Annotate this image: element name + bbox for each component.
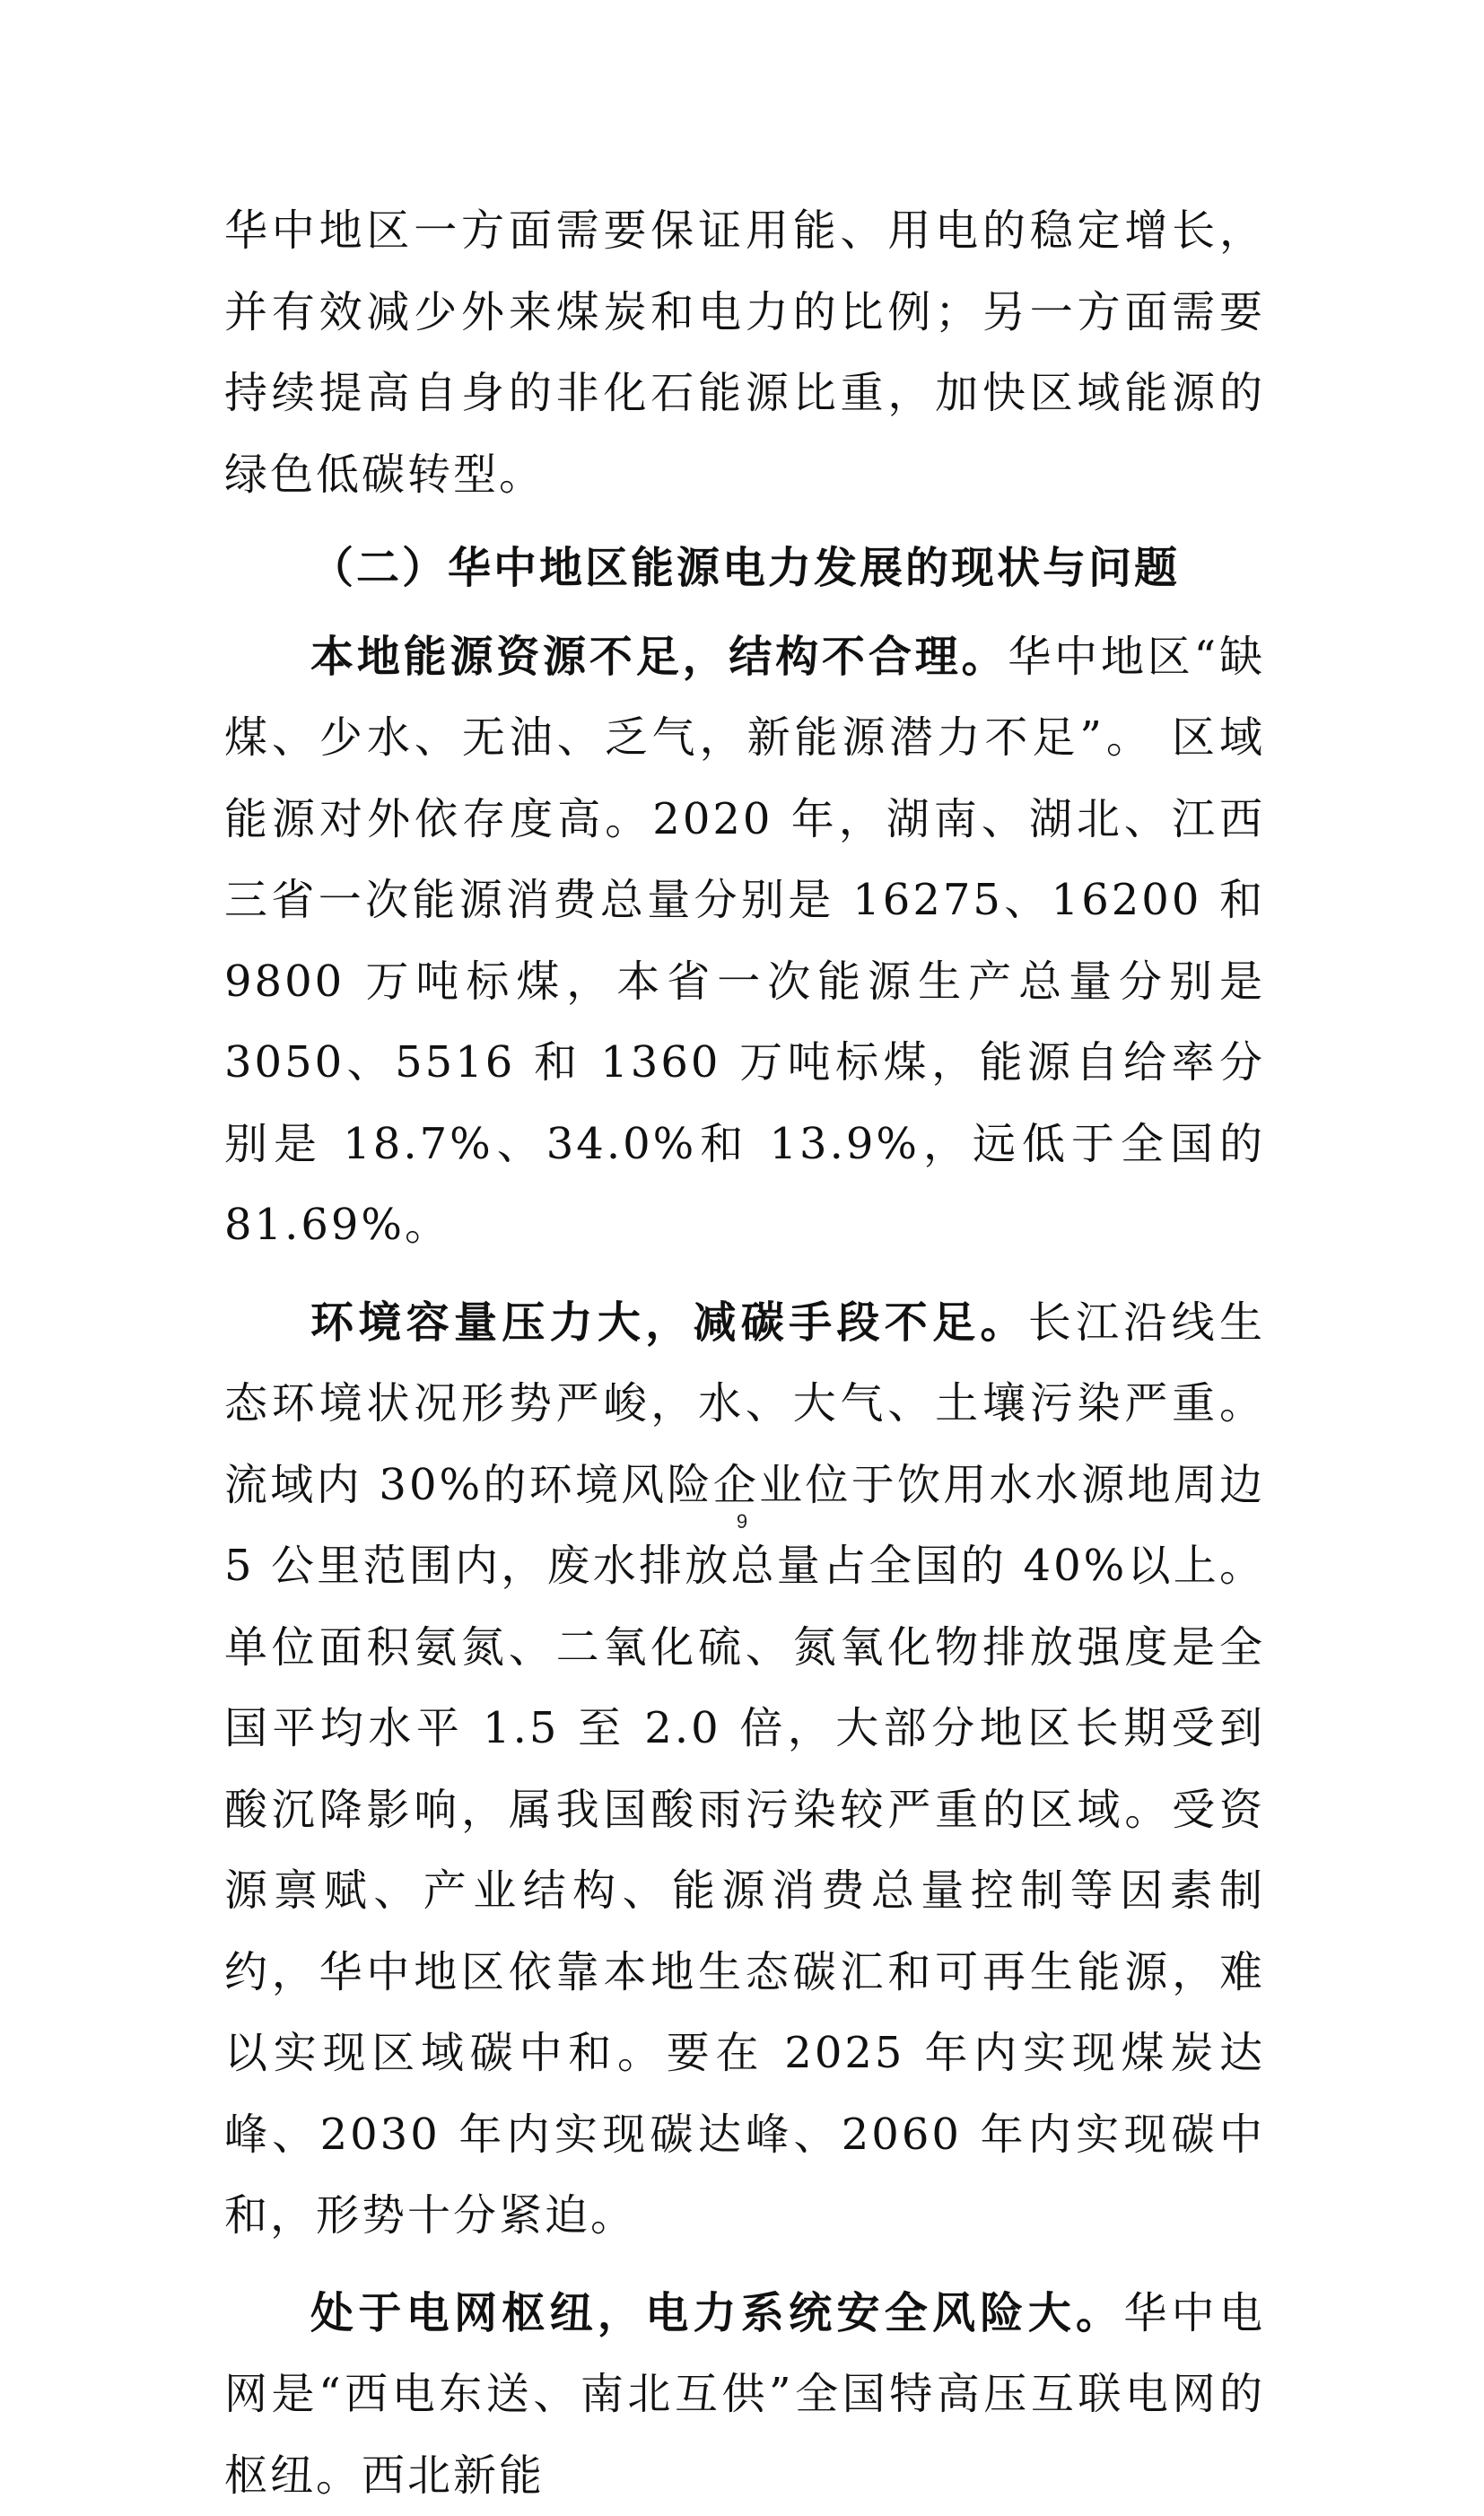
paragraph-energy-resources (224, 616, 1265, 1266)
paragraph-text: 华中地区“缺煤、少水、无油、乏气，新能源潜力不足”。 区域能源对外依存度高。2020 年，湖南、湖北、江西三省一次能源消费总量分别是 16275、16200 和 9800 万吨标煤，本省一次能源生产总量分别是 3050、5516 和 1360 万吨标煤，能源自给率分别是 18.7%、34.0%和 13.9%，远低于全国的 81.69%。 (224, 632, 1265, 1251)
paragraph-environment-capacity (224, 1282, 1265, 2257)
paragraph-text: 长江沿线生态环境状况形势严峻，水、大气、土壤污染严重。流域内 30%的环境风险企业位于饮用水水源地周边 5 公里范围内，废水排放总量占全国的 40%以上。单位面积氨氮、二氧化硫、氮氧化物排放强度是全国平均水平 1.5 至 2.0 倍，大部分地区长期受到酸沉降影响，属我国酸雨污染较严重的区域。受资源禀赋、产业结构、能源消费总量控制等因素制约，华中地区依靠本地生态碳汇和可再生能源，难以实现区域碳中和。要在 2025 年内实现煤炭达峰、2030 年内实现碳达峰、2060 年内实现碳中和，形势十分紧迫。 (224, 1297, 1265, 2241)
intro-paragraph: 华中地区一方面需要保证用能、用电的稳定增长，并有效减少外来煤炭和电力的比例；另一方面需要持续提高自身的非化石能源比重，加快区域能源的绿色低碳转型。 (224, 190, 1265, 515)
paragraph-lead: 环境容量压力大，减碳手段不足。 (310, 1297, 1028, 1348)
paragraph-grid-hub (224, 2273, 1265, 2516)
page-number: 9 (0, 1510, 1484, 1533)
paragraph-lead: 处于电网枢纽，电力系统安全风险大。 (310, 2288, 1123, 2338)
paragraph-lead: 本地能源资源不足，结构不合理。 (310, 632, 1008, 682)
section-heading: （二）华中地区能源电力发展的现状与问题 (224, 528, 1265, 609)
document-body (224, 190, 1265, 2516)
paragraph-text: 华中电网是“西电东送、南北互供”全国特高压互联电网的枢纽。西北新能 (224, 2288, 1265, 2501)
